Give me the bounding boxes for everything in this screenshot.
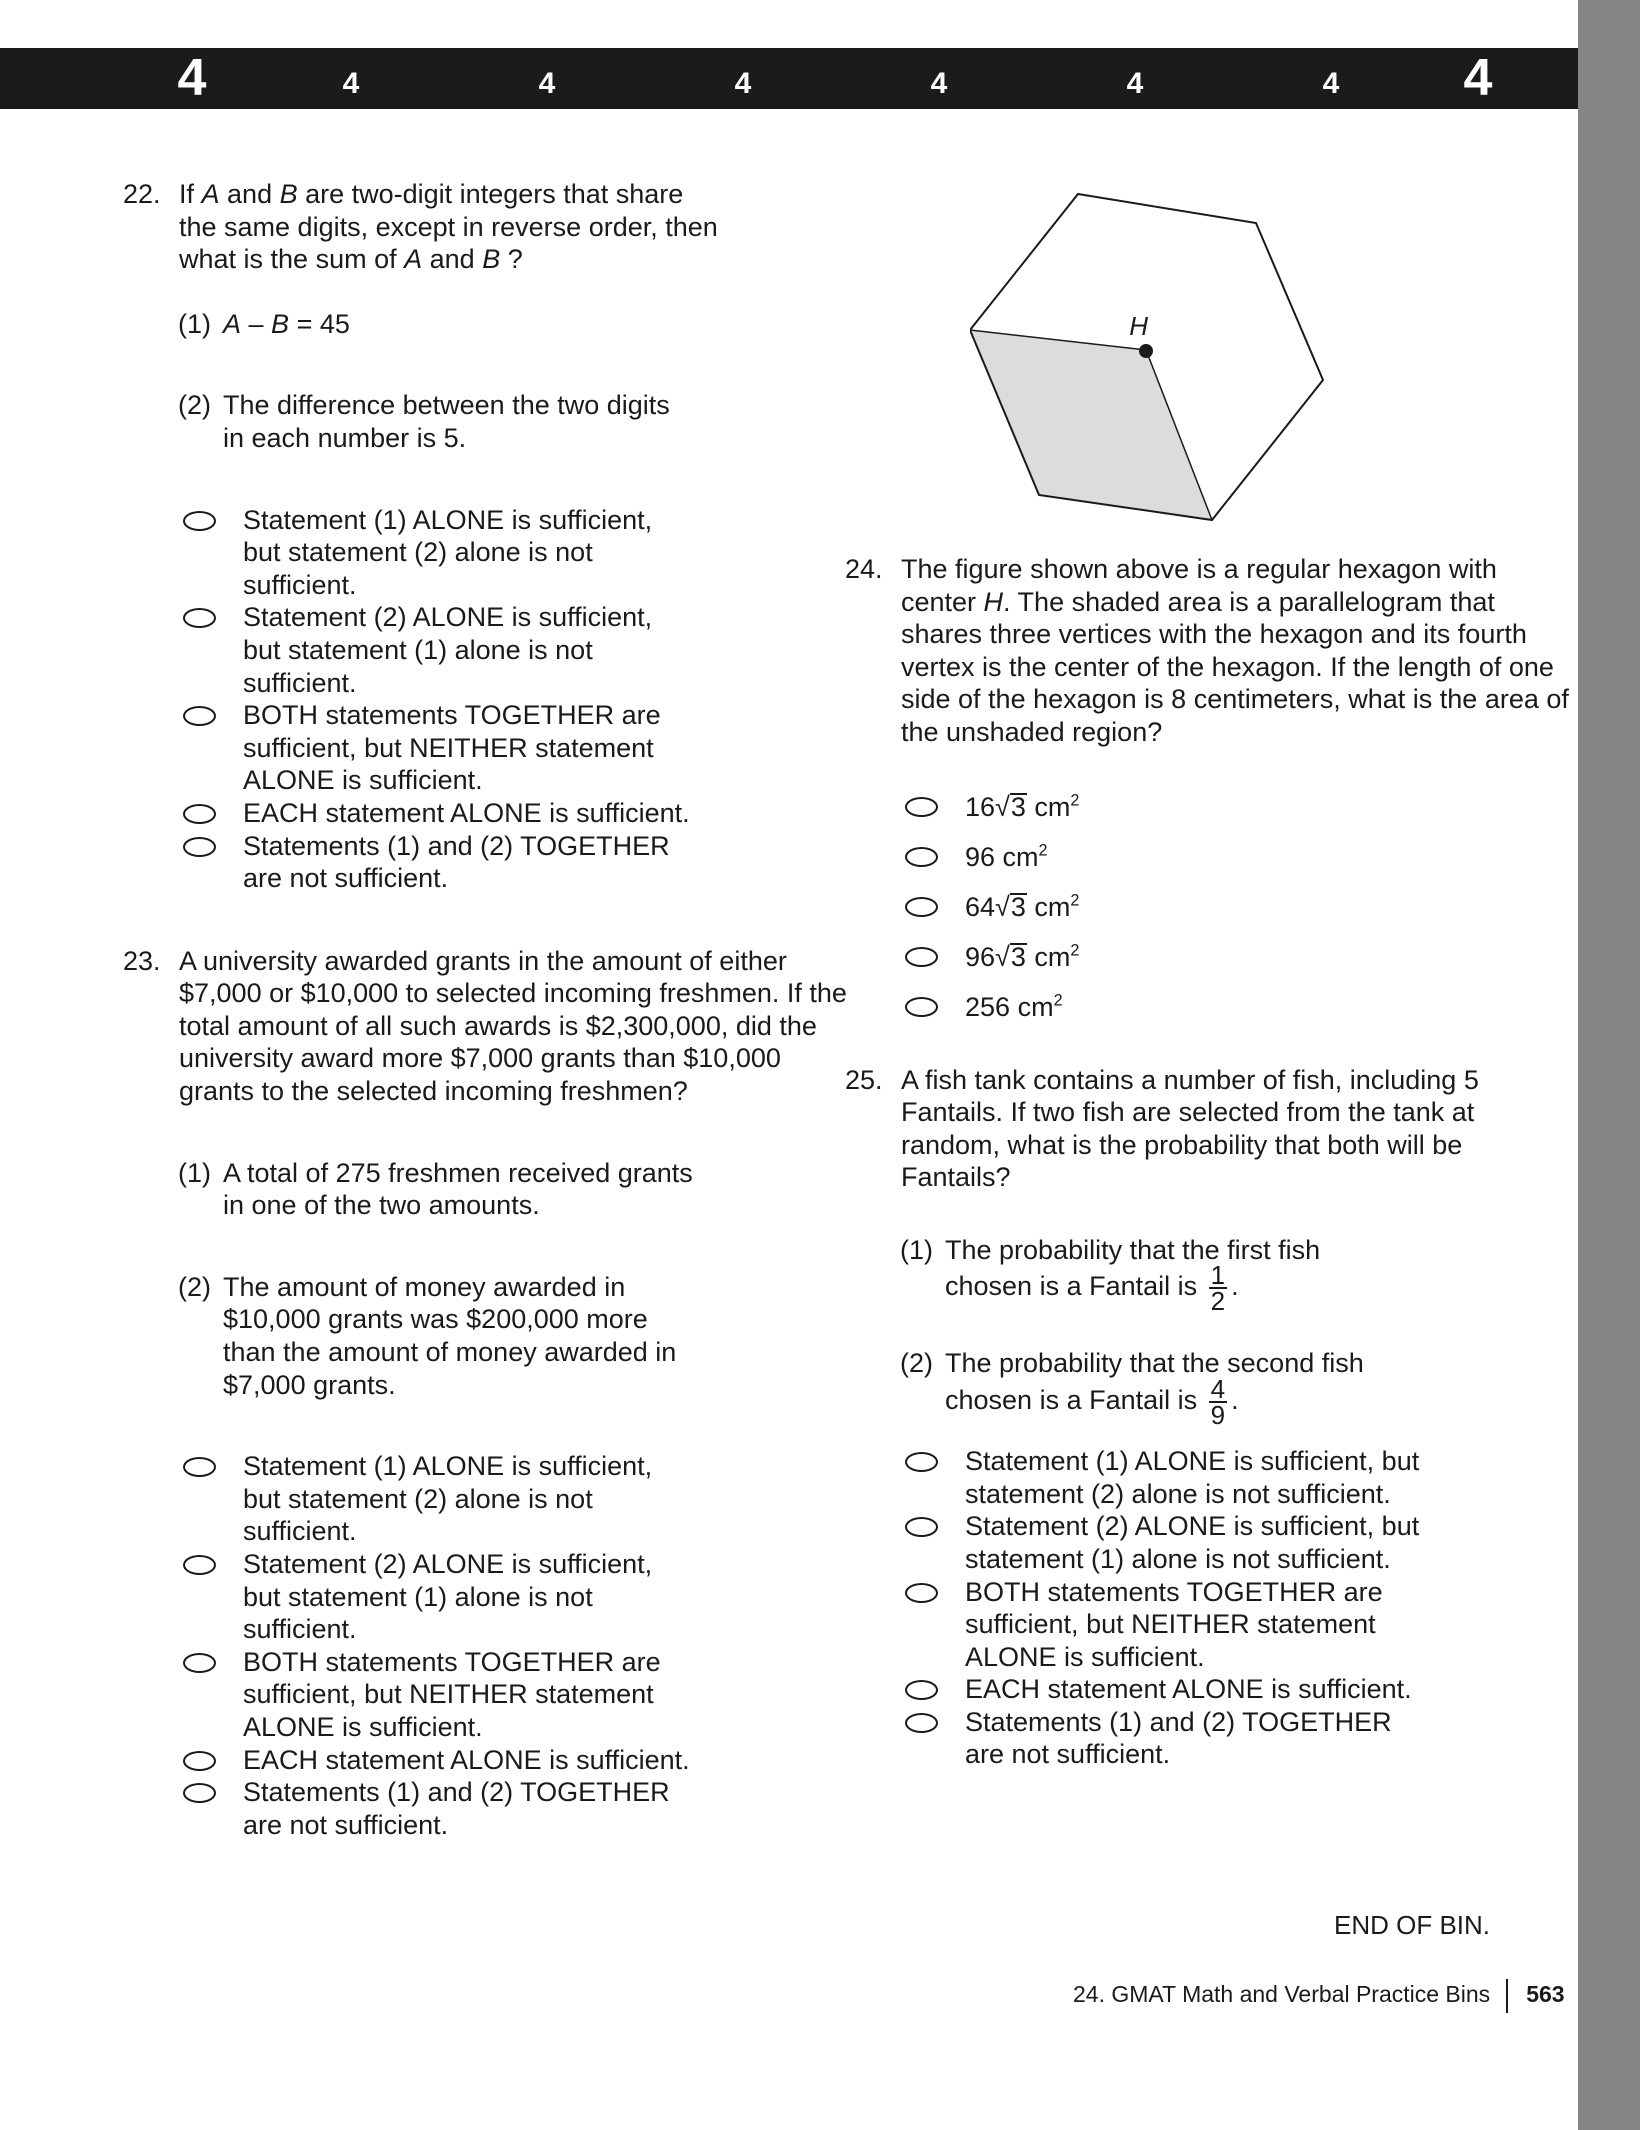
answer-option-c[interactable] xyxy=(905,882,1535,932)
answer-choices-23 xyxy=(183,1450,723,1841)
radio-oval[interactable] xyxy=(905,797,938,817)
option-text: Statements (1) and (2) TOGETHER are not sufficient. xyxy=(243,830,670,894)
answer-option-c[interactable] xyxy=(905,1576,1405,1674)
fraction xyxy=(1209,1259,1227,1316)
option-text: Statement (1) ALONE is sufficient, but statement (2) alone is not sufficient. xyxy=(965,1446,1420,1509)
footer-divider xyxy=(1506,1979,1508,2013)
fraction xyxy=(1209,1374,1227,1431)
statement-label: (1) xyxy=(178,308,211,339)
option-text: Statement (1) ALONE is sufficient, but statement (2) alone is not sufficient. xyxy=(243,1451,653,1547)
answer-option-b[interactable] xyxy=(183,601,673,699)
statement-label: (2) xyxy=(178,1271,211,1302)
answer-option-d[interactable] xyxy=(905,1673,1465,1706)
question-25 xyxy=(845,1064,1571,1194)
option-text: Statement (2) ALONE is sufficient, but statement (1) alone is not sufficient. xyxy=(965,1511,1420,1574)
radio-oval[interactable] xyxy=(183,706,216,726)
radio-oval[interactable] xyxy=(905,897,938,917)
fraction-denominator: 2 xyxy=(1210,1285,1226,1316)
statement-text: The difference between the two digits in each number is 5. xyxy=(223,390,670,453)
statement-label: (1) xyxy=(900,1234,933,1265)
answer-option-b[interactable] xyxy=(905,1510,1435,1575)
option-text: 16√3 $cm^2$ xyxy=(965,791,1080,822)
question-text: The figure shown above is a regular hexagon with center H. The shaded area is a parallelogram that shares three vertices with the hexagon and its fourth vertex is the center of the hexagon. If the length of one side of the hexagon is 8 centimeters, what is the area of the unshaded region? xyxy=(901,554,1569,747)
statement-2 xyxy=(178,389,743,454)
statement-line-with-fraction: chosen is a Fantail is $\frac{1}{2}$ . xyxy=(945,1259,1239,1316)
end-of-bin-text: END OF BIN. xyxy=(1334,1910,1491,1940)
option-text: 64√3 $cm^2$ xyxy=(965,891,1080,922)
answer-option-e[interactable] xyxy=(905,982,1535,1032)
statement-text: chosen is a Fantail is xyxy=(945,1270,1198,1301)
section-mark: 4 xyxy=(1322,67,1340,100)
radio-oval[interactable] xyxy=(905,1583,938,1603)
fraction-numerator: 1 xyxy=(1210,1259,1226,1290)
question-number: 24. xyxy=(845,554,883,584)
answer-option-c[interactable] xyxy=(183,699,673,797)
question-text: A fish tank contains a number of fish, including 5 Fantails. If two fish are selected from the tank at random, what is the probability that both will be Fantails? xyxy=(901,1064,1479,1193)
option-text: 96 $cm^2$ xyxy=(965,841,1048,872)
option-text: BOTH statements TOGETHER are sufficient, but NEITHER statement ALONE is sufficient. xyxy=(243,700,661,796)
section-mark: 4 xyxy=(1126,67,1144,100)
radio-oval[interactable] xyxy=(905,1713,938,1733)
answer-option-e[interactable] xyxy=(183,1776,673,1841)
page-footer xyxy=(1073,1979,1565,2013)
answer-option-e[interactable] xyxy=(905,1706,1425,1771)
option-text: EACH statement ALONE is sufficient. xyxy=(243,797,690,828)
radio-oval[interactable] xyxy=(905,1517,938,1537)
answer-choices-22 xyxy=(183,504,723,895)
question-number: 25. xyxy=(845,1064,883,1095)
fraction-denominator: 9 xyxy=(1210,1400,1226,1431)
radio-oval[interactable] xyxy=(183,1783,216,1803)
answer-option-d[interactable] xyxy=(905,932,1535,982)
statement-1 xyxy=(178,1157,743,1222)
question-23 xyxy=(123,945,859,1108)
statement-2 xyxy=(178,1271,743,1401)
question-number: 23. xyxy=(123,945,161,976)
section-mark: 4 xyxy=(734,67,752,100)
section-number-left: 4 xyxy=(177,49,207,107)
answer-option-a[interactable] xyxy=(183,504,673,602)
answer-option-a[interactable] xyxy=(905,782,1535,832)
option-text: BOTH statements TOGETHER are sufficient, but NEITHER statement ALONE is sufficient. xyxy=(965,1576,1383,1672)
answer-option-d[interactable] xyxy=(183,797,723,830)
statement-label: (1) xyxy=(178,1157,211,1188)
answer-option-e[interactable] xyxy=(183,830,673,895)
section-banner xyxy=(0,48,1578,109)
answer-option-c[interactable] xyxy=(183,1646,673,1744)
option-text: BOTH statements TOGETHER are sufficient, but NEITHER statement ALONE is sufficient. xyxy=(243,1646,661,1742)
radio-oval[interactable] xyxy=(905,947,938,967)
option-text: Statements (1) and (2) TOGETHER are not sufficient. xyxy=(243,1777,670,1840)
page-number: 563 xyxy=(1526,1981,1565,2008)
statement-text: chosen is a Fantail is xyxy=(945,1385,1198,1416)
option-text: Statement (2) ALONE is sufficient, but statement (1) alone is not sufficient. xyxy=(243,1549,653,1645)
statement-line: The probability that the second fish xyxy=(945,1347,1364,1378)
answer-choices-24 xyxy=(905,782,1535,1032)
option-text: 96√3 $cm^2$ xyxy=(965,941,1080,972)
radio-oval[interactable] xyxy=(183,1653,216,1673)
right-column xyxy=(845,553,1569,1771)
question-text: A university awarded grants in the amount of either $7,000 or $10,000 to selected incoming freshmen. If the total amount of all such awards is $2,300,000, did the university award more $7,000 grants than $10,000 grants to the selected incoming freshmen? xyxy=(179,945,847,1107)
answer-choices-25 xyxy=(905,1445,1465,1771)
radio-oval[interactable] xyxy=(183,511,216,531)
radio-oval[interactable] xyxy=(183,1457,216,1477)
radio-oval[interactable] xyxy=(905,997,938,1017)
option-text: 256 $cm^2$ xyxy=(965,991,1063,1022)
radio-oval[interactable] xyxy=(905,847,938,867)
option-text: Statement (2) ALONE is sufficient, but statement (1) alone is not sufficient. xyxy=(243,602,653,698)
page-edge-bar xyxy=(1578,0,1640,2130)
answer-option-b[interactable] xyxy=(905,832,1535,882)
answer-option-a[interactable] xyxy=(183,1450,673,1548)
statement-2 xyxy=(900,1347,1485,1431)
statement-1 xyxy=(178,308,743,341)
answer-option-d[interactable] xyxy=(183,1744,723,1777)
radio-oval[interactable] xyxy=(183,608,216,628)
fraction-numerator: 4 xyxy=(1210,1374,1226,1405)
statement-label: (2) xyxy=(178,390,211,421)
statement-text: A – B = 45 xyxy=(223,308,350,339)
option-text: Statement (1) ALONE is sufficient, but statement (2) alone is not sufficient. xyxy=(243,504,653,600)
left-column xyxy=(123,178,847,1841)
question-24 xyxy=(845,553,1571,749)
radio-oval[interactable] xyxy=(905,1452,938,1472)
section-mark: 4 xyxy=(930,67,948,100)
radio-oval[interactable] xyxy=(183,1751,216,1771)
section-mark: 4 xyxy=(538,67,556,100)
question-number: 22. xyxy=(123,179,161,209)
statement-text: The amount of money awarded in $10,000 grants was $200,000 more than the amount of money awarded in $7,000 grants. xyxy=(223,1271,677,1400)
statement-text: A total of 275 freshmen received grants in one of the two amounts. xyxy=(223,1157,693,1221)
option-text: EACH statement ALONE is sufficient. xyxy=(243,1744,690,1775)
statement-line-with-fraction: chosen is a Fantail is $\frac{4}{9}$ . xyxy=(945,1374,1239,1431)
center-label: H xyxy=(1129,311,1148,341)
hexagon-figure xyxy=(970,188,1330,528)
statement-label: (2) xyxy=(900,1347,933,1378)
radio-oval[interactable] xyxy=(183,837,216,857)
statement-1 xyxy=(900,1234,1485,1316)
option-text: EACH statement ALONE is sufficient. xyxy=(965,1674,1412,1705)
section-mark: 4 xyxy=(342,67,360,100)
center-point xyxy=(1139,344,1153,358)
option-text: Statements (1) and (2) TOGETHER are not sufficient. xyxy=(965,1706,1392,1770)
question-22 xyxy=(123,178,719,276)
radio-oval[interactable] xyxy=(183,1555,216,1575)
question-text: If A and B are two-digit integers that share the same digits, except in reverse order, then what is the sum of A and B ? xyxy=(179,179,718,275)
answer-option-a[interactable] xyxy=(905,1445,1435,1510)
statement-line: The probability that the first fish xyxy=(945,1234,1321,1265)
radio-oval[interactable] xyxy=(905,1680,938,1700)
answer-option-b[interactable] xyxy=(183,1548,673,1646)
radio-oval[interactable] xyxy=(183,804,216,824)
chapter-title: 24. GMAT Math and Verbal Practice Bins xyxy=(1073,1981,1491,2008)
section-number-right: 4 xyxy=(1463,49,1493,107)
